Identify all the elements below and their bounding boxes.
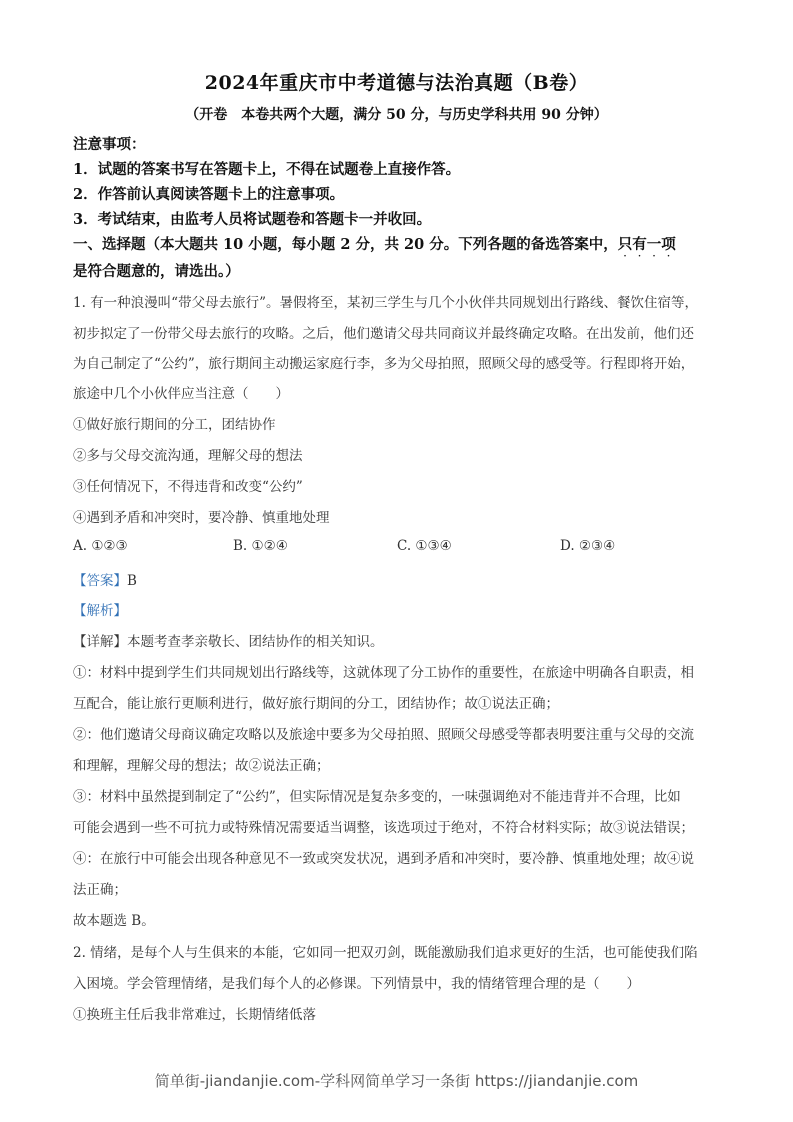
emphasis-char: 有 [632,236,647,253]
detail-line: ①：材料中提到学生们共同规划出行路线等，这就体现了分工协作的重要性，在旅途中明确各自职责，相 [73,665,694,681]
question1-stem: 旅途中几个小伙伴应当注意（ ） [73,386,289,402]
section-heading-text: 一、选择题（本大题共 10 小题，每小题 2 分，共 20 分。下列各题的备选答案中， [73,236,618,253]
notice-item: 2．作答前认真阅读答题卡上的注意事项。 [73,186,345,203]
option-b: B. ①②④ [233,538,288,554]
detail-line: 可能会遇到一些不可抗力或特殊情况需要适当调整，该选项过于绝对，不符合材料实际；故③说法错误； [73,820,694,836]
footer-watermark: 简单街-jiandanjie.com-学科网简单学习一条街 https://jiandanjie.com [154,1072,639,1090]
question1-stem: 为自己制定了“公约”，旅行期间主动搬运家庭行李，多为父母拍照，照顾父母的感受等。行程即将开始， [73,356,695,372]
question1-statement: ②多与父母交流沟通，理解父母的想法 [73,448,303,464]
option-c: C. ①③④ [397,538,452,554]
analysis-tag: 【解析】 [73,603,127,619]
question1-statement: ③任何情况下，不得违背和改变“公约” [73,479,303,495]
option-d: D. ②③④ [560,538,616,554]
section-heading-line2: 是符合题意的，请选出。） [73,263,240,280]
answer-tag: 【答案】 [73,573,127,589]
question2-statement: ①换班主任后我非常难过，长期情绪低落 [73,1007,316,1023]
emphasis-char: 只 [617,236,633,253]
page-title: 2024年重庆市中考道德与法治真题（B卷） [204,72,589,94]
question1-stem: 1. 有一种浪漫叫“带父母去旅行”。暑假将至，某初三学生与几个小伙伴共同规划出行路线、餐饮住宿等， [73,295,698,311]
question1-statement: ④遇到矛盾和冲突时，要冷静、慎重地处理 [73,510,330,526]
question2-stem: 入困境。学会管理情绪，是我们每个人的必修课。下列情景中，我的情绪管理合理的是（ ） [73,976,640,992]
notice-heading: 注意事项： [73,136,146,153]
conclusion-line: 故本题选 B。 [73,913,155,929]
answer-line [73,569,137,589]
question1-statement: ①做好旅行期间的分工，团结协作 [73,417,276,433]
detail-line: ③：材料中虽然提到制定了“公约”，但实际情况是复杂多变的，一味强调绝对不能违背并不合理，比如 [73,789,681,805]
emphasis-char: 项 [661,236,676,253]
answer-value: B [127,573,137,589]
notice-item: 3．考试结束，由监考人员将试题卷和答题卡一并收回。 [73,211,432,228]
detail-line: 法正确； [73,882,127,898]
detail-line: 【详解】本题考查孝亲敬长、团结协作的相关知识。 [73,634,384,650]
detail-line: 互配合，能让旅行更顺利进行，做好旅行期间的分工，团结协作；故①说法正确； [73,696,559,712]
emphasis-char: 一 [646,236,662,253]
detail-line: ②：他们邀请父母商议确定攻略以及旅途中要多为父母拍照、照顾父母感受等都表明要注重与父母的交流 [73,727,694,743]
page-subtitle: （开卷 本卷共两个大题，满分 50 分，与历史学科共用 90 分钟） [185,107,608,123]
question1-stem: 初步拟定了一份带父母去旅行的攻略。之后，他们邀请父母共同商议并最终确定攻略。在出发前，他们还 [73,326,694,342]
detail-line: 和理解，理解父母的想法；故②说法正确； [73,758,330,774]
section-heading-line1 [73,233,676,254]
option-a: A. ①②③ [73,538,128,554]
question2-stem: 2. 情绪，是每个人与生俱来的本能，它如同一把双刃剑，既能激励我们追求更好的生活，也可能使我们陷 [73,945,698,961]
notice-item: 1．试题的答案书写在答题卡上，不得在试题卷上直接作答。 [73,161,461,178]
detail-line: ④：在旅行中可能会出现各种意见不一致或突发状况，遇到矛盾和冲突时，要冷静、慎重地处理；故④说 [73,851,694,867]
